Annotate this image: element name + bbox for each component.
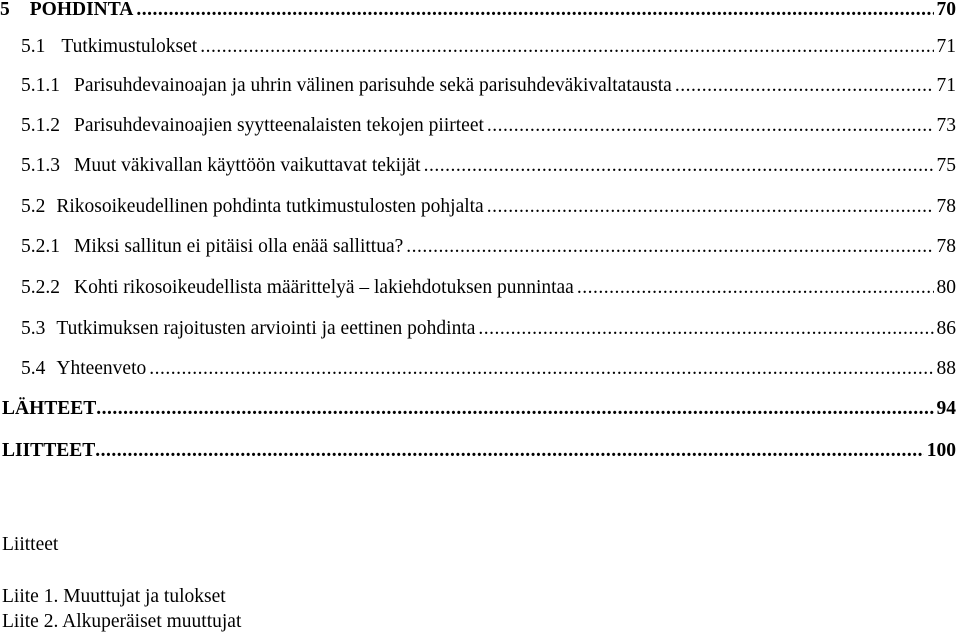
- appendices-heading: Liitteet: [2, 534, 59, 555]
- toc-number: 5.1.3: [21, 155, 60, 176]
- toc-page-number: 100: [926, 440, 956, 461]
- toc-leader: [487, 111, 934, 141]
- toc-title: Tutkimuksen rajoitusten arviointi ja eettinen pohdinta: [56, 318, 476, 339]
- toc-leader: [675, 71, 934, 101]
- toc-title: Tutkimustulokset: [61, 36, 198, 57]
- toc-number: 5.1: [21, 36, 46, 57]
- toc-number: 5.4: [21, 358, 46, 379]
- toc-entry-5-2-1[interactable]: [0, 232, 956, 262]
- toc-title: LÄHTEET: [2, 398, 97, 419]
- toc-entry-liitteet[interactable]: [0, 436, 956, 466]
- toc-page-number: 78: [936, 196, 956, 217]
- toc-number: 5.2: [21, 196, 46, 217]
- toc-title: LIITTEET: [2, 440, 96, 461]
- toc-title: Parisuhdevainoajien syytteenalaisten tekojen piirteet: [74, 115, 484, 136]
- toc-number: 5.2.2: [21, 277, 60, 298]
- toc-number: 5.1.1: [21, 75, 60, 96]
- toc-leader: [424, 151, 934, 181]
- toc-leader: [136, 0, 933, 25]
- toc-number: 5: [0, 0, 10, 20]
- toc-entry-5-4[interactable]: [0, 354, 956, 384]
- toc-entry-5-2-2[interactable]: [0, 273, 956, 303]
- toc-page-number: 71: [936, 36, 956, 57]
- toc-title: Muut väkivallan käyttöön vaikuttavat tekijät: [74, 155, 421, 176]
- toc-entry-5-1-3[interactable]: [0, 151, 956, 181]
- toc-number: 5.1.2: [21, 115, 60, 136]
- toc-leader: [149, 354, 933, 384]
- toc-page-number: 80: [936, 277, 956, 298]
- toc-entry-5[interactable]: [0, 0, 956, 25]
- toc-leader: [478, 314, 933, 344]
- toc-title: Miksi sallitun ei pitäisi olla enää sallittua?: [74, 236, 404, 257]
- toc-page-number: 71: [936, 75, 956, 96]
- toc-page-number: 86: [936, 318, 956, 339]
- toc-leader: [406, 232, 933, 262]
- toc-page-number: 94: [936, 398, 956, 419]
- toc-title: Rikosoikeudellinen pohdinta tutkimustulosten pohjalta: [56, 196, 484, 217]
- toc-entry-5-2[interactable]: [0, 192, 956, 222]
- toc-entry-5-1[interactable]: [0, 32, 956, 62]
- toc-entry-5-1-1[interactable]: [0, 71, 956, 101]
- toc-leader: [487, 192, 934, 222]
- toc-page-number: 70: [936, 0, 956, 20]
- appendix-item-1: Liite 1. Muuttujat ja tulokset: [2, 586, 226, 607]
- toc-leader: [577, 273, 934, 303]
- toc-number: 5.3: [21, 318, 46, 339]
- toc-page-number: 75: [936, 155, 956, 176]
- appendix-item-2: Liite 2. Alkuperäiset muuttujat: [2, 611, 242, 632]
- toc-number: 5.2.1: [21, 236, 60, 257]
- toc-entry-5-1-2[interactable]: [0, 111, 956, 141]
- toc-entry-lahteet[interactable]: [0, 394, 956, 424]
- toc-title: Kohti rikosoikeudellista määrittelyä – lakiehdotuksen punnintaa: [74, 277, 574, 298]
- toc-page-number: 73: [936, 115, 956, 136]
- toc-title: Parisuhdevainoajan ja uhrin välinen parisuhde sekä parisuhdeväkivaltatausta: [74, 75, 672, 96]
- toc-page-number: 88: [936, 358, 956, 379]
- toc-entry-5-3[interactable]: [0, 314, 956, 344]
- toc-page-number: 78: [936, 236, 956, 257]
- toc-title: Yhteenveto: [56, 358, 147, 379]
- toc-leader: [200, 32, 933, 62]
- toc-leader: [96, 394, 933, 424]
- toc-leader: [95, 436, 924, 466]
- toc-title: POHDINTA: [29, 0, 134, 20]
